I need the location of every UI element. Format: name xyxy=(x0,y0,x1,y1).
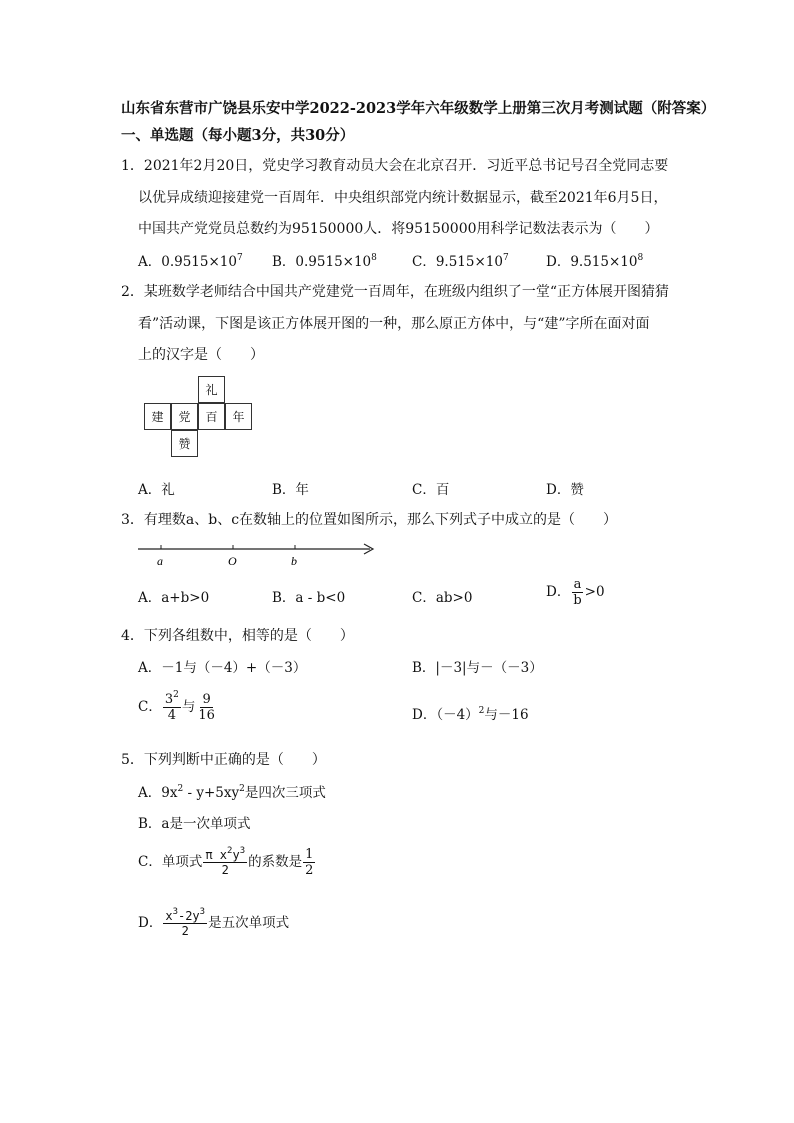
fraction-polynomial: $\frac{x^3-2y^3}{2}$ xyxy=(165,907,206,938)
q1-line2: 以优异成绩迎接建党一百周年．中央组织部党内统计数据显示，截至2021年6月5日， xyxy=(138,190,668,206)
number-line-figure xyxy=(130,538,390,570)
q5-option-d: D． $\frac{x^3-2y^3}{2}$ 是五次单项式 xyxy=(138,907,290,938)
q1-option-d: D．$9.515\times 10^8$ xyxy=(546,253,644,270)
label-b: b xyxy=(291,554,297,568)
label-a: a xyxy=(157,554,163,568)
q3-option-a: A．a+b>0 xyxy=(138,590,210,606)
q2-line3: 上的汉字是（ ） xyxy=(138,347,264,363)
net-cell-zan: 赞 xyxy=(171,430,198,457)
q2-line1: 2．某班数学老师结合中国共产党建党一百周年，在班级内组织了一堂“正方体展开图猜猜 xyxy=(121,284,670,300)
q4-option-d: D．$(-4)^2$与－16 xyxy=(412,706,529,723)
q1-line1: 1．2021年2月20日，党史学习教育动员大会在北京召开．习近平总书记号召全党同志要 xyxy=(121,158,669,174)
q4-option-c: C． $\frac{3^2}{4}$ 与 $\frac{9}{16}$ xyxy=(138,690,215,723)
q3-option-c: C．ab>0 xyxy=(412,590,473,606)
q5-option-a: A．$9x^2 - y+5xy^2$是四次三项式 xyxy=(138,784,326,801)
q3-line1: 3．有理数a、b、c在数轴上的位置如图所示，那么下列式子中成立的是（ ） xyxy=(121,512,618,528)
q2-option-d: D．赞 xyxy=(546,482,584,498)
fraction-a-over-b: $\frac{a}{b}$ xyxy=(573,577,582,608)
q1-option-a: A．$0.9515\times 10^7$ xyxy=(138,253,243,270)
q1-option-c: C．$9.515\times 10^7$ xyxy=(412,253,509,270)
q2-option-b: B．年 xyxy=(272,482,309,498)
q4-option-b: B．|－3|与－（－3） xyxy=(412,660,543,676)
q3-option-d: D． $\frac{a}{b}$ >0 xyxy=(546,577,605,608)
section-heading: 一、单选题（每小题3分，共30分） xyxy=(121,127,355,144)
fraction-9-over-16: $\frac{9}{16}$ xyxy=(198,692,215,723)
q5-option-b: B．a是一次单项式 xyxy=(138,816,251,832)
net-cell-bai: 百 xyxy=(198,403,225,430)
q2-option-c: C．百 xyxy=(412,482,450,498)
q2-option-a: A．礼 xyxy=(138,482,175,498)
q4-option-a: A．－1与（－4）+（－3） xyxy=(138,660,307,676)
document-title: 山东省东营市广饶县乐安中学2022-2023学年六年级数学上册第三次月考测试题（附答案） xyxy=(121,100,716,117)
net-cell-jian: 建 xyxy=(144,403,171,430)
q2-line2: 看”活动课，下图是该正方体展开图的一种，那么原正方体中，与“建”字所在面对面 xyxy=(138,316,650,332)
q1-option-b: B．$0.9515\times 10^8$ xyxy=(272,253,377,270)
label-origin: O xyxy=(228,554,237,568)
q5-option-c: C．单项式 $\frac{\pi x^2y^3}{2}$ 的系数是 $\frac{1}{2}$ xyxy=(138,846,314,878)
net-cell-nian: 年 xyxy=(225,403,252,430)
q1-line3: 中国共产党党员总数约为95150000人．将95150000用科学记数法表示为（ ） xyxy=(138,221,659,237)
q5-line1: 5．下列判断中正确的是（ ） xyxy=(121,752,326,768)
fraction-one-half: $\frac{1}{2}$ xyxy=(305,847,314,878)
net-cell-dang: 党 xyxy=(171,403,198,430)
q4-line1: 4．下列各组数中，相等的是（ ） xyxy=(121,628,354,644)
fraction-3sq-over-4: $\frac{3^2}{4}$ xyxy=(164,690,179,723)
net-cell-li: 礼 xyxy=(198,376,225,403)
q3-option-b: B．a - b<0 xyxy=(272,590,346,606)
fraction-monomial: $\frac{\pi x^2y^3}{2}$ xyxy=(205,846,246,877)
